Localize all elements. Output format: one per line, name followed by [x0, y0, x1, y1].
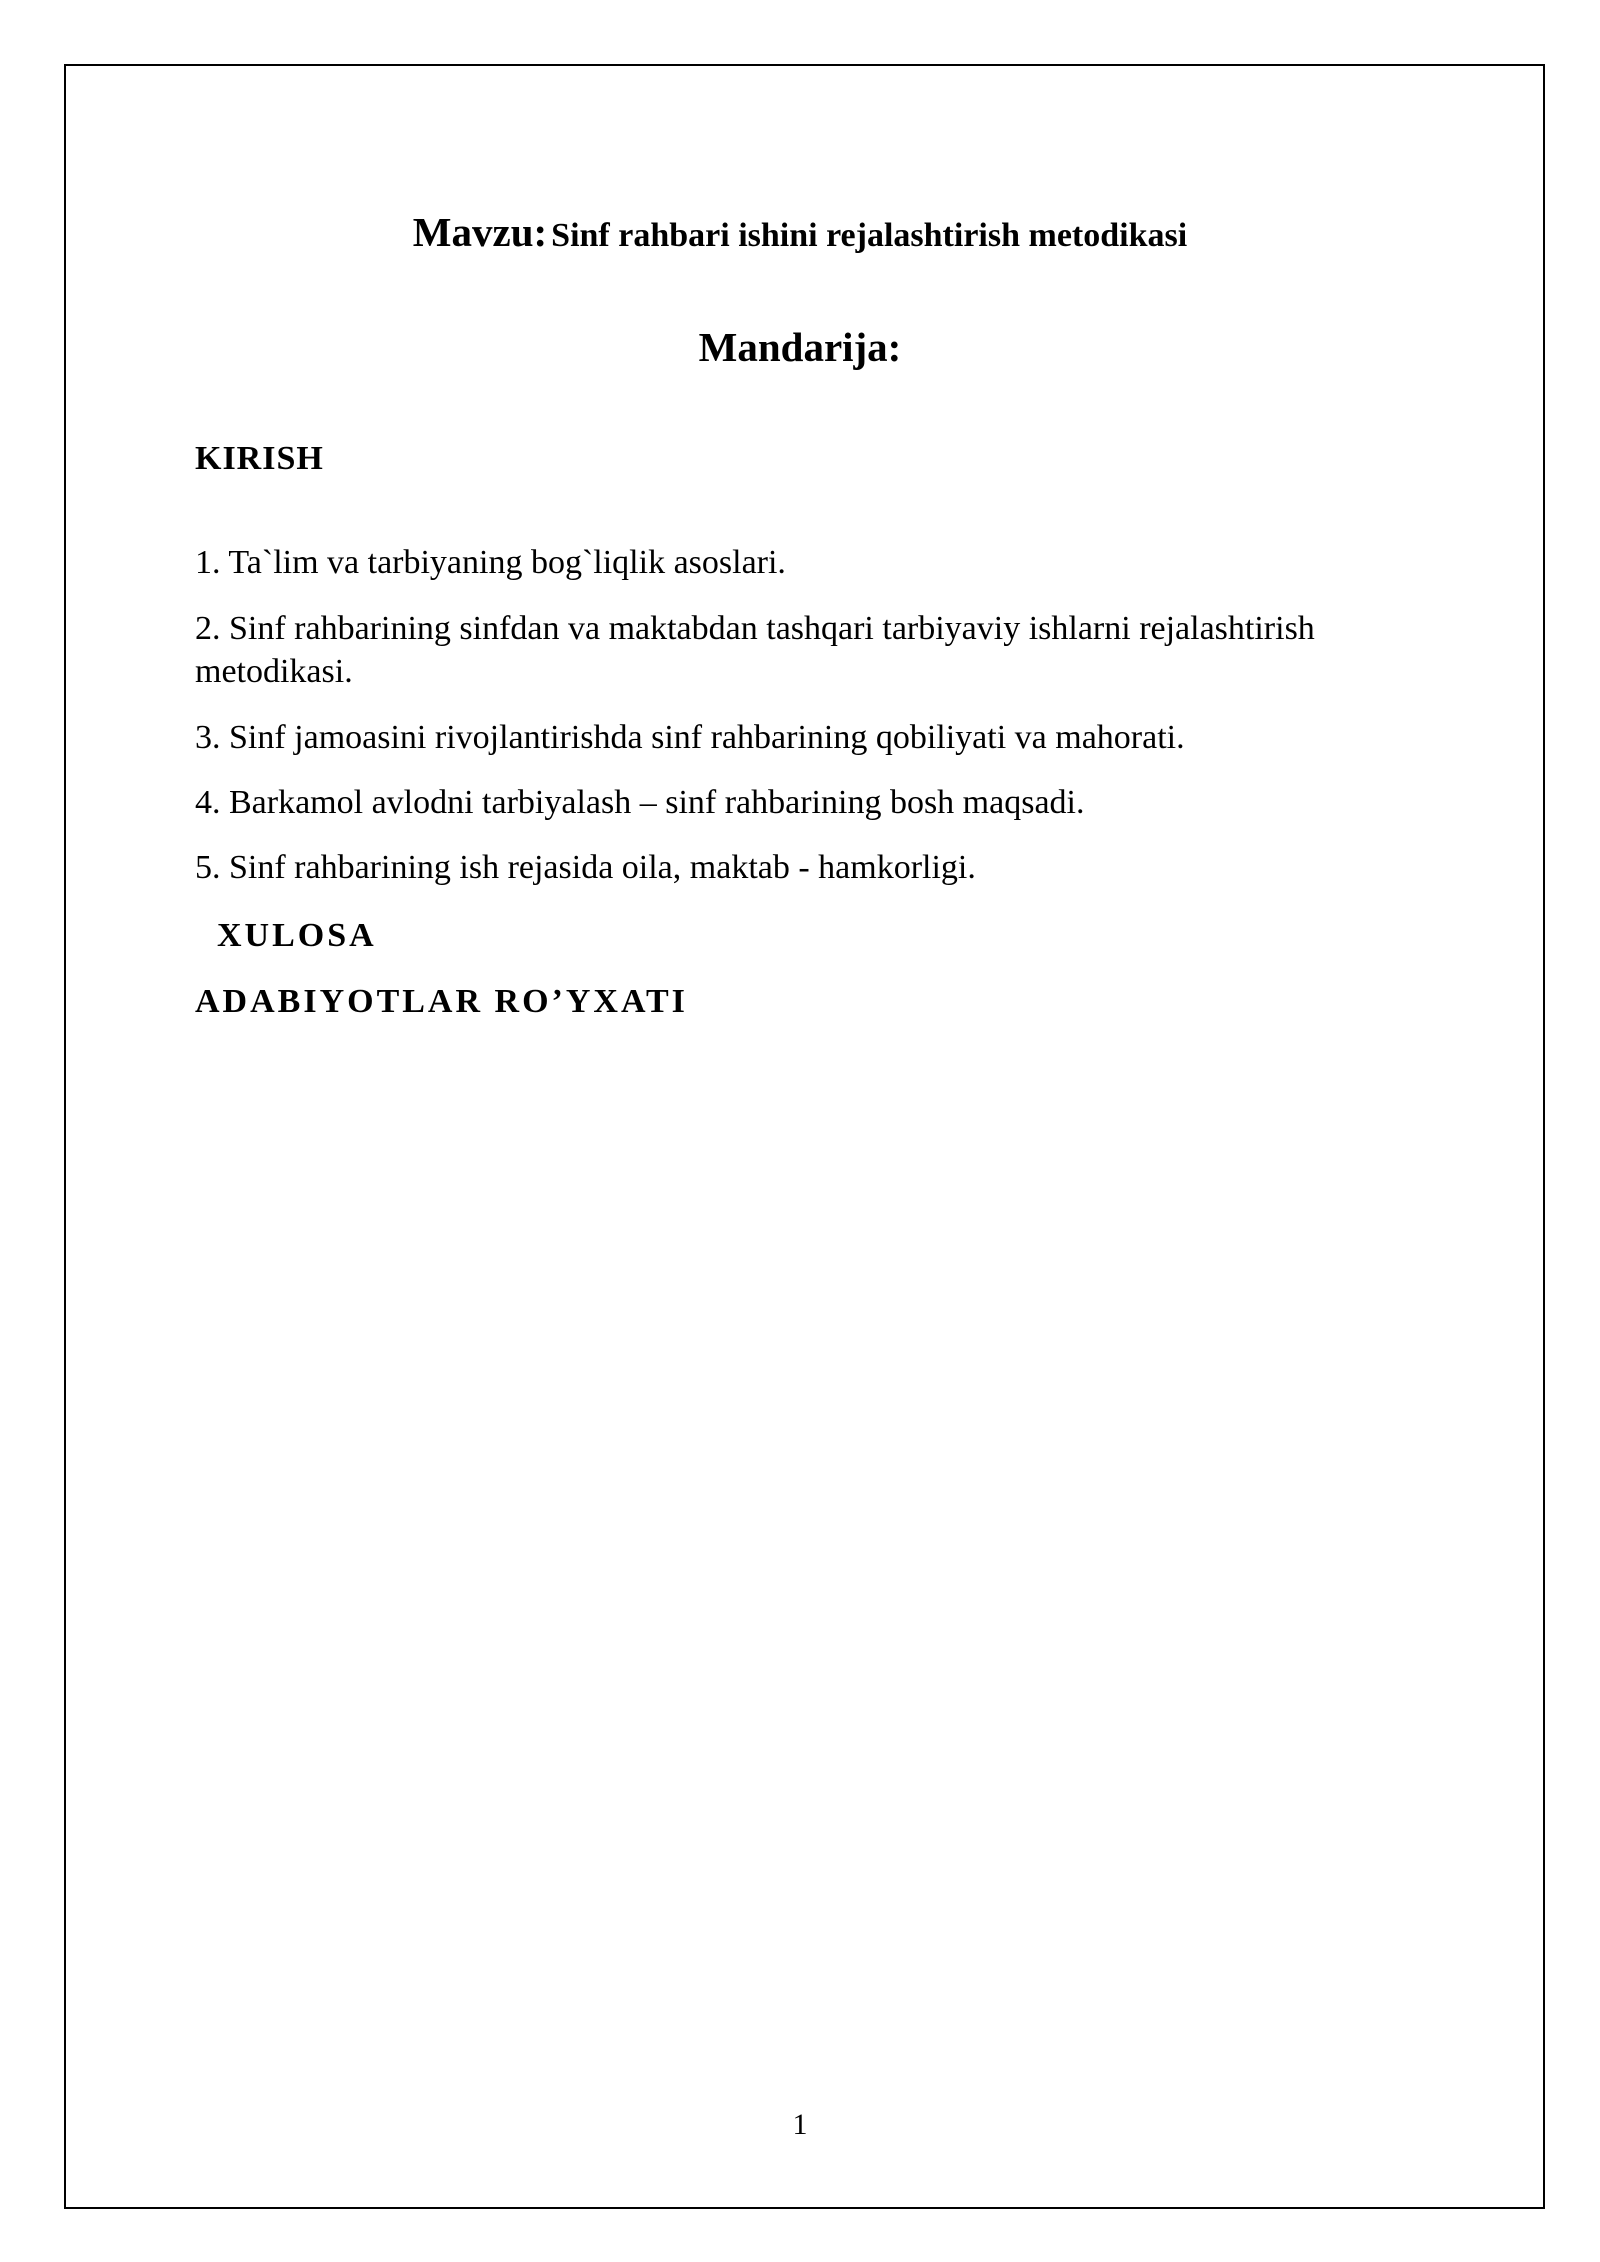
toc-item-1: 1. Ta`lim va tarbiyaning bog`liqlik asoslari.: [195, 544, 786, 581]
conclusion-heading: XULOSA: [217, 917, 377, 954]
page-title: [0, 208, 1600, 256]
toc-item-5: 5. Sinf rahbarining ish rejasida oila, maktab - hamkorligi.: [195, 849, 976, 886]
toc-item-2: 2. Sinf rahbarining sinfdan va maktabdan tashqari tarbiyaviy ishlarni rejalashtirish metodikasi.: [195, 610, 1315, 690]
intro-heading: KIRISH: [195, 440, 324, 477]
toc-item-3: 3. Sinf jamoasini rivojlantirishda sinf rahbarining qobiliyati va mahorati.: [195, 719, 1185, 756]
title-lead: Mavzu:: [412, 209, 548, 255]
contents-heading: Mandarija:: [698, 324, 902, 370]
page-border: [64, 64, 1545, 2209]
page-number: 1: [792, 2108, 808, 2141]
title-text: Sinf rahbari ishini rejalashtirish metodikasi: [551, 217, 1188, 254]
toc-item-4: 4. Barkamol avlodni tarbiyalash – sinf rahbarining bosh maqsadi.: [195, 784, 1085, 821]
references-heading: ADABIYOTLAR RO’YXATI: [195, 983, 688, 1020]
